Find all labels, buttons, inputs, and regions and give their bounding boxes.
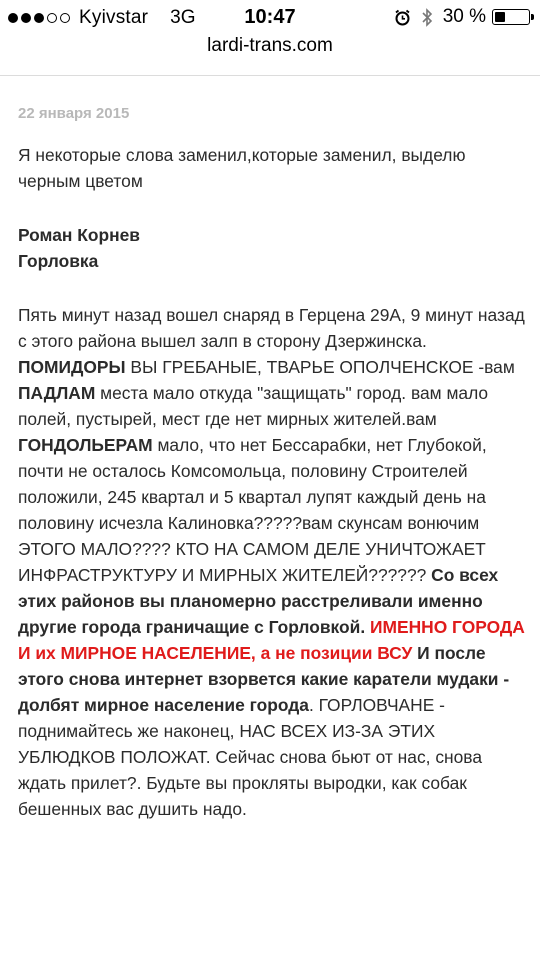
author-name: Роман Корнев: [18, 225, 140, 245]
clock: 10:47: [244, 6, 296, 28]
bluetooth-icon: [421, 8, 433, 27]
author-block: [18, 222, 526, 274]
url-text[interactable]: lardi-trans.com: [207, 35, 333, 56]
body-segment: . ГОРЛОВЧАНЕ - поднимайтесь же наконец, НАС ВСЕХ ИЗ-ЗА ЭТИХ УБЛЮДКОВ ПОЛОЖАТ. Сейчас снова бьют от нас, снова ждать прилет?. Будьте вы прокляты выродки, как собак бешенных вас душить надо.: [18, 695, 482, 819]
body-segment: ИМЕННО ГОРОДА И их МИРНОЕ НАСЕЛЕНИЕ, а не позиции ВСУ: [18, 617, 525, 663]
body-segment: места мало откуда "защищать" город. вам мало полей, пустырей, мест где нет мирных жителей.вам: [18, 383, 489, 429]
divider: [0, 75, 540, 76]
intro-text: Я некоторые слова заменил,которые заменил, выделю черным цветом: [18, 145, 466, 191]
body-segment: Пять минут назад вошел снаряд в Герцена 29А, 9 минут назад с этого района вышел залп в сторону Дзержинска.: [18, 305, 525, 351]
body-segment: ПАДЛАМ: [18, 383, 96, 403]
body-segment: ПОМИДОРЫ: [18, 357, 126, 377]
network-type: 3G: [170, 7, 196, 28]
carrier-name: Kyivstar: [79, 7, 149, 28]
body-segment: ГОНДОЛЬЕРАМ: [18, 435, 153, 455]
battery-percentage: 30 %: [442, 6, 486, 27]
body-segment: И после этого снова интернет взорвется какие каратели мудаки - долбят мирное население города: [18, 643, 510, 715]
post-date: 22 января 2015: [18, 105, 130, 122]
battery-icon: [492, 9, 530, 25]
body-segment: мало, что нет Бессарабки, нет Глубокой, почти не осталось Комсомольца, половину Строителей положили, 245 квартал и 5 квартал лупят каждый день на половину исчезла Калиновка?????вам скунсам вонючим ЭТОГО МАЛО???? КТО НА САМОМ ДЕЛЕ УНИЧТОЖАЕТ ИНФРАСТРУКТУРУ И МИРНЫХ ЖИТЕЛЕЙ??????: [18, 435, 487, 585]
article: [18, 105, 526, 822]
article-body: [18, 302, 526, 822]
author-city: Горловка: [18, 251, 99, 271]
status-bar: [0, 0, 540, 36]
address-bar[interactable]: [0, 36, 540, 68]
alarm-clock-icon: [394, 9, 411, 26]
body-segment: Со всех этих районов вы планомерно расстреливали именно другие города граничащие с Горловкой.: [18, 565, 499, 637]
body-segment: ВЫ ГРЕБАНЫЕ, ТВАРЬЕ ОПОЛЧЕНСКОЕ -вам: [125, 357, 515, 377]
